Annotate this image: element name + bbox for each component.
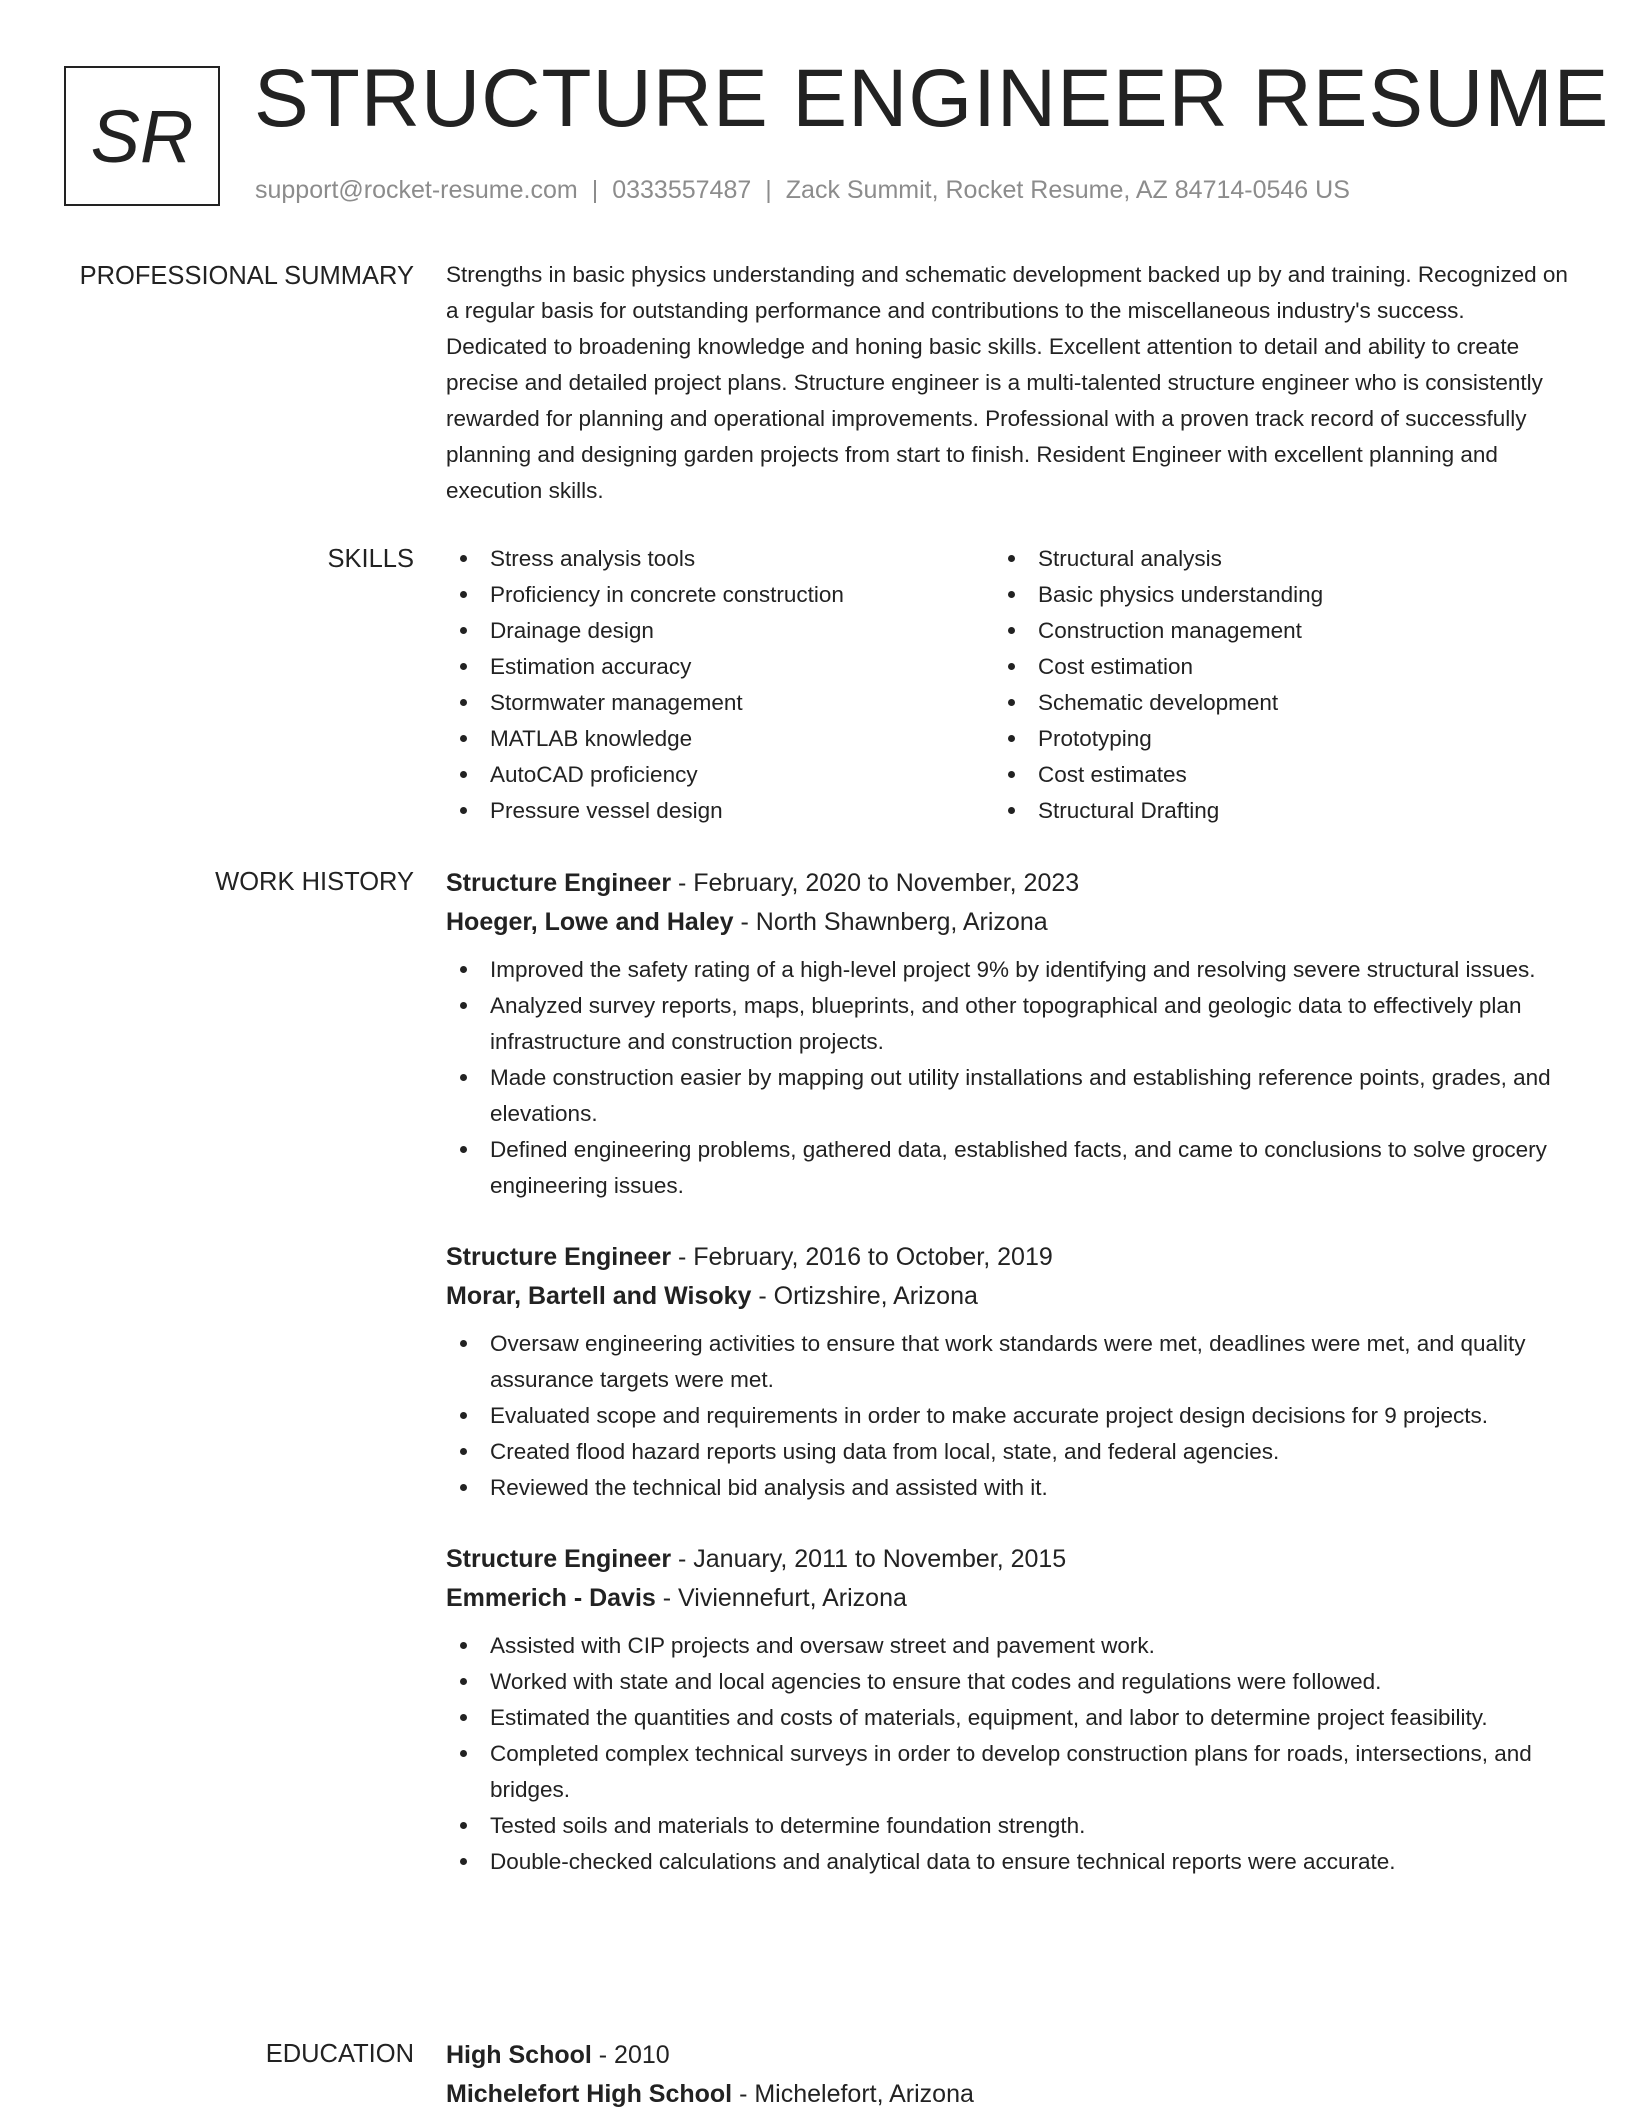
skill-item: AutoCAD proficiency — [446, 757, 994, 793]
skill-item: Stress analysis tools — [446, 541, 994, 577]
job-bullet: Defined engineering problems, gathered data, established facts, and came to conclusions to solve grocery engineering issues. — [446, 1132, 1568, 1204]
job-title-line — [446, 1540, 1568, 1579]
skill-item: Cost estimation — [994, 649, 1542, 685]
job-bullet: Oversaw engineering activities to ensure that work standards were met, deadlines were met, and quality assurance targets were met. — [446, 1326, 1568, 1398]
job-bullets — [446, 952, 1568, 1204]
job-dates: - February, 2020 to November, 2023 — [671, 869, 1080, 897]
education-degree-line — [446, 2036, 1568, 2075]
skill-item: Basic physics understanding — [994, 577, 1542, 613]
education-location: - Michelefort, Arizona — [732, 2080, 974, 2108]
job-bullet: Improved the safety rating of a high-level project 9% by identifying and resolving severe structural issues. — [446, 952, 1568, 988]
job-dates: - January, 2011 to November, 2015 — [671, 1545, 1067, 1573]
section-label-work: WORK HISTORY — [215, 868, 414, 896]
job-company: Hoeger, Lowe and Haley — [446, 908, 734, 936]
job-location: - Viviennefurt, Arizona — [655, 1584, 907, 1612]
skill-item: MATLAB knowledge — [446, 721, 994, 757]
job-company-line — [446, 1277, 1568, 1316]
skill-item: Prototyping — [994, 721, 1542, 757]
education-school: Michelefort High School — [446, 2080, 733, 2108]
job-bullet: Worked with state and local agencies to ensure that codes and regulations were followed. — [446, 1664, 1568, 1700]
job-title: Structure Engineer — [446, 1243, 672, 1271]
job-bullets — [446, 1628, 1568, 1880]
contact-email[interactable]: support@rocket-resume.com — [255, 176, 578, 204]
job-title-line — [446, 1238, 1568, 1277]
skill-item: Estimation accuracy — [446, 649, 994, 685]
job-bullet: Assisted with CIP projects and oversaw street and pavement work. — [446, 1628, 1568, 1664]
job-bullet: Made construction easier by mapping out utility installations and establishing reference points, grades, and elevations. — [446, 1060, 1568, 1132]
education-school-line — [446, 2075, 1568, 2114]
section-label-summary: PROFESSIONAL SUMMARY — [79, 262, 414, 290]
job-bullet: Completed complex technical surveys in order to develop construction plans for roads, intersections, and bridges. — [446, 1736, 1568, 1808]
skill-item: Structural analysis — [994, 541, 1542, 577]
job-bullets — [446, 1326, 1568, 1506]
contact-separator: | — [591, 176, 599, 204]
skills-list-right — [994, 541, 1542, 829]
jobs-list — [446, 864, 1568, 1914]
job-title-line — [446, 864, 1568, 903]
job-company-line — [446, 1579, 1568, 1618]
job-entry — [446, 1238, 1568, 1506]
skill-item: Construction management — [994, 613, 1542, 649]
job-bullet: Created flood hazard reports using data from local, state, and federal agencies. — [446, 1434, 1568, 1470]
skill-item: Stormwater management — [446, 685, 994, 721]
skill-item: Drainage design — [446, 613, 994, 649]
job-bullet: Evaluated scope and requirements in order to make accurate project design decisions for 9 projects. — [446, 1398, 1568, 1434]
job-location: - Ortizshire, Arizona — [751, 1282, 978, 1310]
job-location: - North Shawnberg, Arizona — [733, 908, 1048, 936]
contact-phone[interactable]: 0333557487 — [612, 176, 752, 204]
section-label-education: EDUCATION — [265, 2040, 414, 2068]
contact-separator: | — [765, 176, 772, 204]
job-entry — [446, 1540, 1568, 1880]
skill-item: Proficiency in concrete construction — [446, 577, 994, 613]
job-bullet: Double-checked calculations and analytical data to ensure technical reports were accurate. — [446, 1844, 1568, 1880]
contact-line — [255, 176, 1350, 205]
education-year: - 2010 — [591, 2041, 670, 2069]
education-degree: High School — [446, 2041, 592, 2069]
job-title: Structure Engineer — [446, 869, 672, 897]
section-label-skills: SKILLS — [327, 545, 414, 573]
skill-item: Schematic development — [994, 685, 1542, 721]
job-company: Morar, Bartell and Wisoky — [446, 1282, 752, 1310]
job-company-line — [446, 903, 1568, 942]
page-title: STRUCTURE ENGINEER RESUME — [254, 53, 1610, 144]
skill-item: Structural Drafting — [994, 793, 1542, 829]
job-bullet: Reviewed the technical bid analysis and assisted with it. — [446, 1470, 1568, 1506]
summary-text: Strengths in basic physics understanding and schematic development backed up by and training. Recognized on a regular basis for outstanding performance and contributions to the miscellaneous industry's success. Dedicated to broadening knowledge and honing basic skills. Excellent attention to detail and ability to create precise and detailed project plans. Structure engineer is a multi-talented structure engineer who is consistently rewarded for planning and operational improvements. Professional with a proven track record of successfully planning and designing garden projects from start to finish. Resident Engineer with excellent planning and execution skills. — [446, 262, 1568, 503]
job-dates: - February, 2016 to October, 2019 — [671, 1243, 1053, 1271]
job-title: Structure Engineer — [446, 1545, 672, 1573]
job-bullet: Analyzed survey reports, maps, blueprints, and other topographical and geologic data to effectively plan infrastructure and construction projects. — [446, 988, 1568, 1060]
job-bullet: Estimated the quantities and costs of materials, equipment, and labor to determine project feasibility. — [446, 1700, 1568, 1736]
skill-item: Cost estimates — [994, 757, 1542, 793]
skills-list-left — [446, 541, 994, 829]
education-entry — [446, 2036, 1568, 2114]
job-company: Emmerich - Davis — [446, 1584, 656, 1612]
contact-address: Zack Summit, Rocket Resume, AZ 84714-0546 US — [785, 176, 1350, 204]
job-bullet: Tested soils and materials to determine foundation strength. — [446, 1808, 1568, 1844]
monogram-badge: SR — [64, 66, 220, 206]
job-entry — [446, 864, 1568, 1204]
skill-item: Pressure vessel design — [446, 793, 994, 829]
